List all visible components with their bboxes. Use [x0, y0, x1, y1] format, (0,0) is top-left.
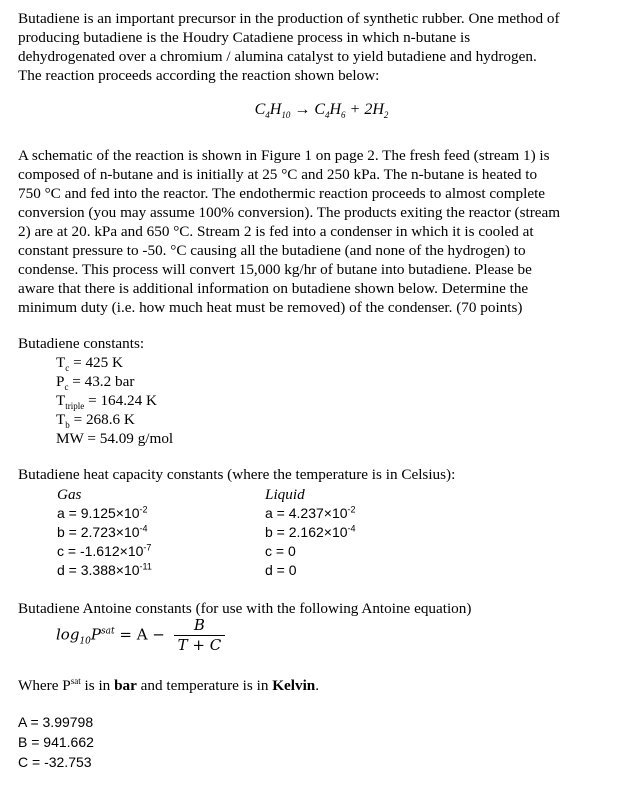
reaction-term: C [314, 101, 325, 118]
eq-fraction [174, 616, 226, 655]
reaction-subscript: 10 [281, 110, 291, 121]
symbol: T [56, 392, 66, 409]
value: = 268.6 K [69, 411, 135, 428]
reaction-arrow: → [290, 101, 315, 118]
liquid-column [265, 485, 356, 580]
heat-capacity-heading: Butadiene heat capacity constants (where the temperature is in Celsius): [18, 466, 456, 483]
coef-exponent: -2 [347, 504, 356, 515]
coef-exponent: -2 [139, 504, 148, 515]
critical-pressure [18, 372, 630, 391]
coef-text: b = 2.162×10 [265, 524, 348, 540]
antoine-constants [18, 712, 630, 772]
eq-numerator: B [174, 616, 226, 636]
note-sup: sat [70, 675, 81, 686]
eq-denominator: T + C [177, 636, 222, 654]
antoine-b: B = 941.662 [18, 734, 94, 750]
antoine-c: C = -32.753 [18, 754, 92, 770]
antoine-heading: Butadiene Antoine constants (for use with the following Antoine equation) [18, 600, 472, 617]
intro-paragraph [18, 9, 630, 85]
antoine-a: A = 3.99798 [18, 714, 94, 730]
intro-line: Butadiene is an important precursor in the production of synthetic rubber. One method of [18, 10, 560, 27]
intro-line: producing butadiene is the Houdry Catadiene process in which n-butane is [18, 29, 471, 46]
reaction-subscript: 6 [341, 110, 346, 121]
coef-text: d = 3.388×10 [57, 562, 140, 578]
coef-text: d = 0 [265, 562, 297, 578]
coef-text: b = 2.723×10 [57, 524, 140, 540]
intro-line: dehydrogenated over a chromium / alumina catalyst to yield butadiene and hydrogen. [18, 48, 537, 65]
gas-coefficient [57, 504, 152, 523]
liquid-label: Liquid [265, 486, 305, 503]
reaction-subscript: 4 [324, 110, 330, 121]
description-line: minimum duty (i.e. how much heat must be removed) of the condenser. (70 points) [18, 299, 523, 316]
eq-log-base: 10 [79, 636, 91, 647]
problem-description [18, 146, 630, 317]
symbol: T [56, 354, 66, 371]
eq-mid: = A − [114, 625, 170, 644]
description-line: conversion (you may assume 100% conversion). The products exiting the reactor (stream [18, 204, 561, 221]
liquid-coefficient [265, 561, 356, 580]
note-text: is in [80, 677, 115, 694]
coef-text: c = 0 [265, 543, 296, 559]
antoine-equation [56, 616, 225, 655]
reaction-term: + 2H [345, 101, 384, 118]
subscript: triple [65, 401, 85, 412]
note-bold: bar [114, 677, 137, 694]
reaction-equation [0, 100, 643, 119]
reaction-term: H [269, 101, 282, 118]
value: = 425 K [69, 354, 123, 371]
gas-coefficient [57, 542, 152, 561]
coef-exponent: -11 [139, 561, 152, 572]
liquid-coefficient [265, 523, 356, 542]
eq-pressure: P [90, 625, 101, 644]
note-text: and temperature is in [136, 677, 273, 694]
description-line: A schematic of the reaction is shown in Figure 1 on page 2. The fresh feed (stream 1) is [18, 147, 550, 164]
antoine-units-note [18, 676, 630, 695]
liquid-coefficient [265, 542, 356, 561]
gas-column [57, 485, 152, 580]
note-text: . [315, 677, 320, 694]
description-line: constant pressure to -50. °C causing all the butadiene (and none of the hydrogen) to [18, 242, 526, 259]
description-line: composed of n-butane and is initially at 25 °C and 250 kPa. The n-butane is heated to [18, 166, 538, 183]
description-line: aware that there is additional information on butadiene shown below. Determine the [18, 280, 529, 297]
subscript: c [65, 363, 70, 374]
reaction-subscript: 2 [383, 110, 389, 121]
triple-point-temperature [18, 391, 630, 410]
coef-exponent: -4 [347, 523, 356, 534]
note-text: Where P [18, 677, 71, 694]
reaction-term: H [329, 101, 342, 118]
molecular-weight: MW = 54.09 g/mol [56, 430, 174, 447]
value: = 164.24 K [84, 392, 157, 409]
constants-section [18, 334, 630, 448]
coef-text: a = 9.125×10 [57, 505, 140, 521]
eq-sat: sat [100, 626, 115, 637]
description-line: condense. This process will convert 15,000 kg/hr of butane into butadiene. Please be [18, 261, 532, 278]
coef-exponent: -4 [139, 523, 148, 534]
description-line: 2) are at 20. kPa and 650 °C. Stream 2 is fed into a condenser in which it is cooled at [18, 223, 534, 240]
critical-temperature [18, 353, 630, 372]
symbol: T [56, 411, 66, 428]
reaction-subscript: 4 [265, 110, 270, 121]
coef-exponent: -7 [143, 542, 152, 553]
gas-label: Gas [57, 486, 82, 503]
coef-text: c = -1.612×10 [57, 543, 144, 559]
reaction-term: C [254, 101, 266, 118]
value: = 43.2 bar [68, 373, 135, 390]
subscript: b [65, 420, 70, 431]
note-bold: Kelvin [272, 677, 316, 694]
symbol: P [56, 373, 65, 390]
description-line: 750 °C and fed into the reactor. The endothermic reaction proceeds to almost complete [18, 185, 546, 202]
boiling-temperature [18, 410, 630, 429]
liquid-coefficient [265, 504, 356, 523]
constants-heading: Butadiene constants: [18, 335, 145, 352]
eq-log: log [56, 625, 80, 644]
intro-line: The reaction proceeds according the reaction shown below: [18, 67, 380, 84]
gas-coefficient [57, 523, 152, 542]
subscript: c [64, 382, 69, 393]
gas-coefficient [57, 561, 152, 580]
coef-text: a = 4.237×10 [265, 505, 348, 521]
